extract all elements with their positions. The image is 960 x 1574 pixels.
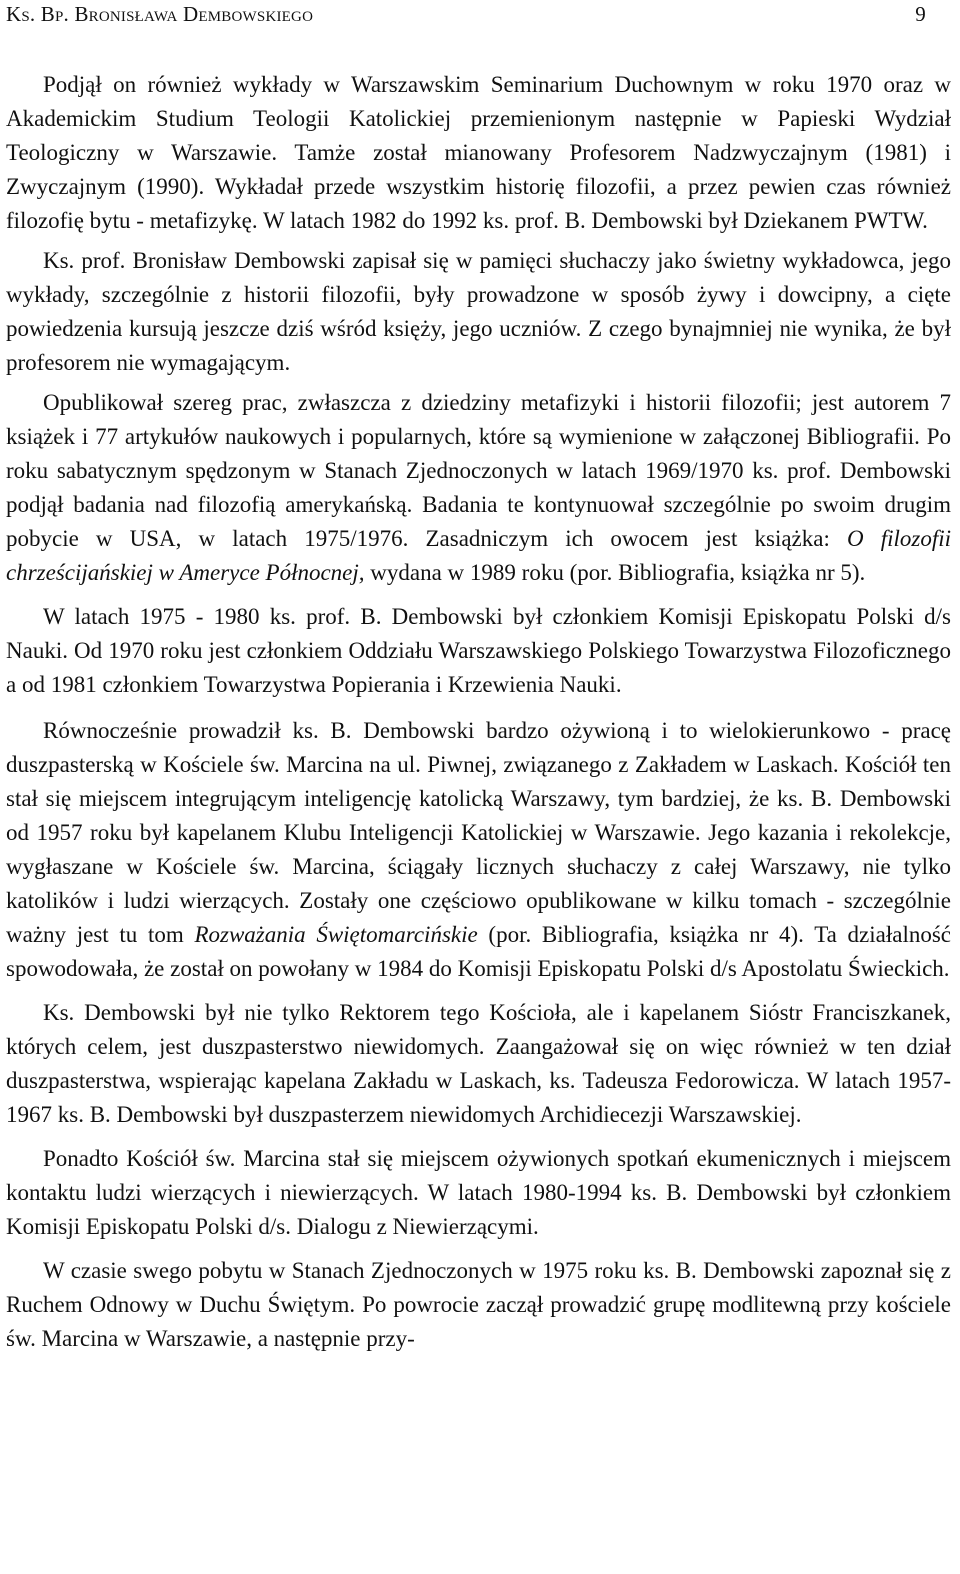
- running-header-title: Ks. Bp. Bronisława Dembowskiego: [6, 2, 314, 26]
- paragraph-renewal: W czasie swego pobytu w Stanach Zjednoczonych w 1975 roku ks. B. Dembowski zapoznał się z Ruchem Odnowy w Duchu Świętym. Po powrocie zaczął prowadzić grupę modlitewną przy kościele św. Marcina w Warszawie, a następnie przy-: [6, 1258, 951, 1351]
- paragraph-pastoral-text-after: (por. Bibliografia, książka nr 4). Ta działalność spowodowała, że został on powołany w 1984 do Komisji Episkopatu Polski d/s Apostolatu Świeckich.: [6, 922, 952, 981]
- paragraph-teaching: Podjął on również wykłady w Warszawskim Seminarium Duchownym w roku 1970 oraz w Akademickim Studium Teologii Katolickiej przemienionym następnie w Papieski Wydział Teologiczny w Warszawie. Tamże został mianowany Profesorem Nadzwyczajnym (1981) i Zwyczajnym (1990). Wykładał przede wszystkim historię filozofii, a przez pewien czas również filozofię bytu - metafizykę. W latach 1982 do 1992 ks. prof. B. Dembowski był Dziekanem PWTW.: [6, 72, 951, 233]
- paragraph-commissions: W latach 1975 - 1980 ks. prof. B. Dembowski był członkiem Komisji Episkopatu Polski d/s Nauki. Od 1970 roku jest członkiem Oddziału Warszawskiego Polskiego Towarzystwa Filozoficznego a od 1981 członkiem Towarzystwa Popierania i Krzewienia Nauki.: [6, 604, 951, 697]
- page-number: 9: [915, 2, 926, 26]
- paragraph-blind-ministry: Ks. Dembowski był nie tylko Rektorem tego Kościoła, ale i kapelanem Sióstr Franciszkanek, których celem, jest duszpasterstwo niewidomych. Zaangażował się on więc również w ten dział duszpasterstwa, wspierając kapelana Zakładu w Laskach, ks. Tadeusza Fedorowicza. W latach 1957-1967 ks. B. Dembowski był duszpasterzem niewidomych Archidiecezji Warszawskiej.: [6, 1000, 951, 1127]
- paragraph-lecturer: Ks. prof. Bronisław Dembowski zapisał się w pamięci słuchaczy jako świetny wykładowca, jego wykłady, szczególnie z historii filozofii, były prowadzone w sposób żywy i dowcipny, a cięte powiedzenia kursują jeszcze dziś wśród księży, jego uczniów. Z czego bynajmniej nie wynika, że był profesorem nie wymagającym.: [6, 248, 951, 375]
- paragraph-publications-text-before: Opublikował szereg prac, zwłaszcza z dziedziny metafizyki i historii filozofii; jest autorem 7 książek i 77 artykułów naukowych i popularnych, które są wymienione w załączonej Bibliografii. Po roku sabatycznym spędzonym w Stanach Zjednoczonych w latach 1969/1970 ks. prof. Dembowski podjął badania nad filozofią amerykańską. Badania te kontynuował szczególnie po swoim drugim pobycie w USA, w latach 1975/1976. Zasadniczym ich owocem jest książka:: [6, 390, 951, 551]
- paragraph-publications-text-after: wydana w 1989 roku (por. Bibliografia, książka nr 5).: [364, 560, 866, 585]
- running-header: [6, 0, 950, 28]
- paragraph-pastoral: [6, 714, 951, 986]
- paragraph-publications: [6, 386, 951, 590]
- book-title-italic: O filozofii chrześcijańskiej w Ameryce Północnej,: [6, 526, 951, 585]
- volume-title-italic: Rozważania Świętomarcińskie: [194, 922, 478, 947]
- paragraph-pastoral-text-before: Równocześnie prowadził ks. B. Dembowski bardzo ożywioną i to wielokierunkowo - pracę duszpasterską w Kościele św. Marcina na ul. Piwnej, związanego z Zakładem w Laskach. Kościół ten stał się miejscem integrującym inteligencję katolicką Warszawy, tym bardziej, że ks. B. Dembowski od 1957 roku był kapelanem Klubu Inteligencji Katolickiej w Warszawie. Jego kazania i rekolekcje, wygłaszane w Kościele św. Marcina, ściągały licznych słuchaczy z całej Warszawy, nie tylko katolików i ludzi wierzących. Zostały one częściowo opublikowane w kilku tomach - szczególnie ważny jest tu tom: [6, 718, 951, 947]
- body-text: [6, 68, 951, 1356]
- paragraph-ecumenical: Ponadto Kościół św. Marcina stał się miejscem ożywionych spotkań ekumenicznych i miejscem kontaktu ludzi wierzących i niewierzących. W latach 1980-1994 ks. B. Dembowski był członkiem Komisji Episkopatu Polski d/s. Dialogu z Niewierzącymi.: [6, 1146, 951, 1239]
